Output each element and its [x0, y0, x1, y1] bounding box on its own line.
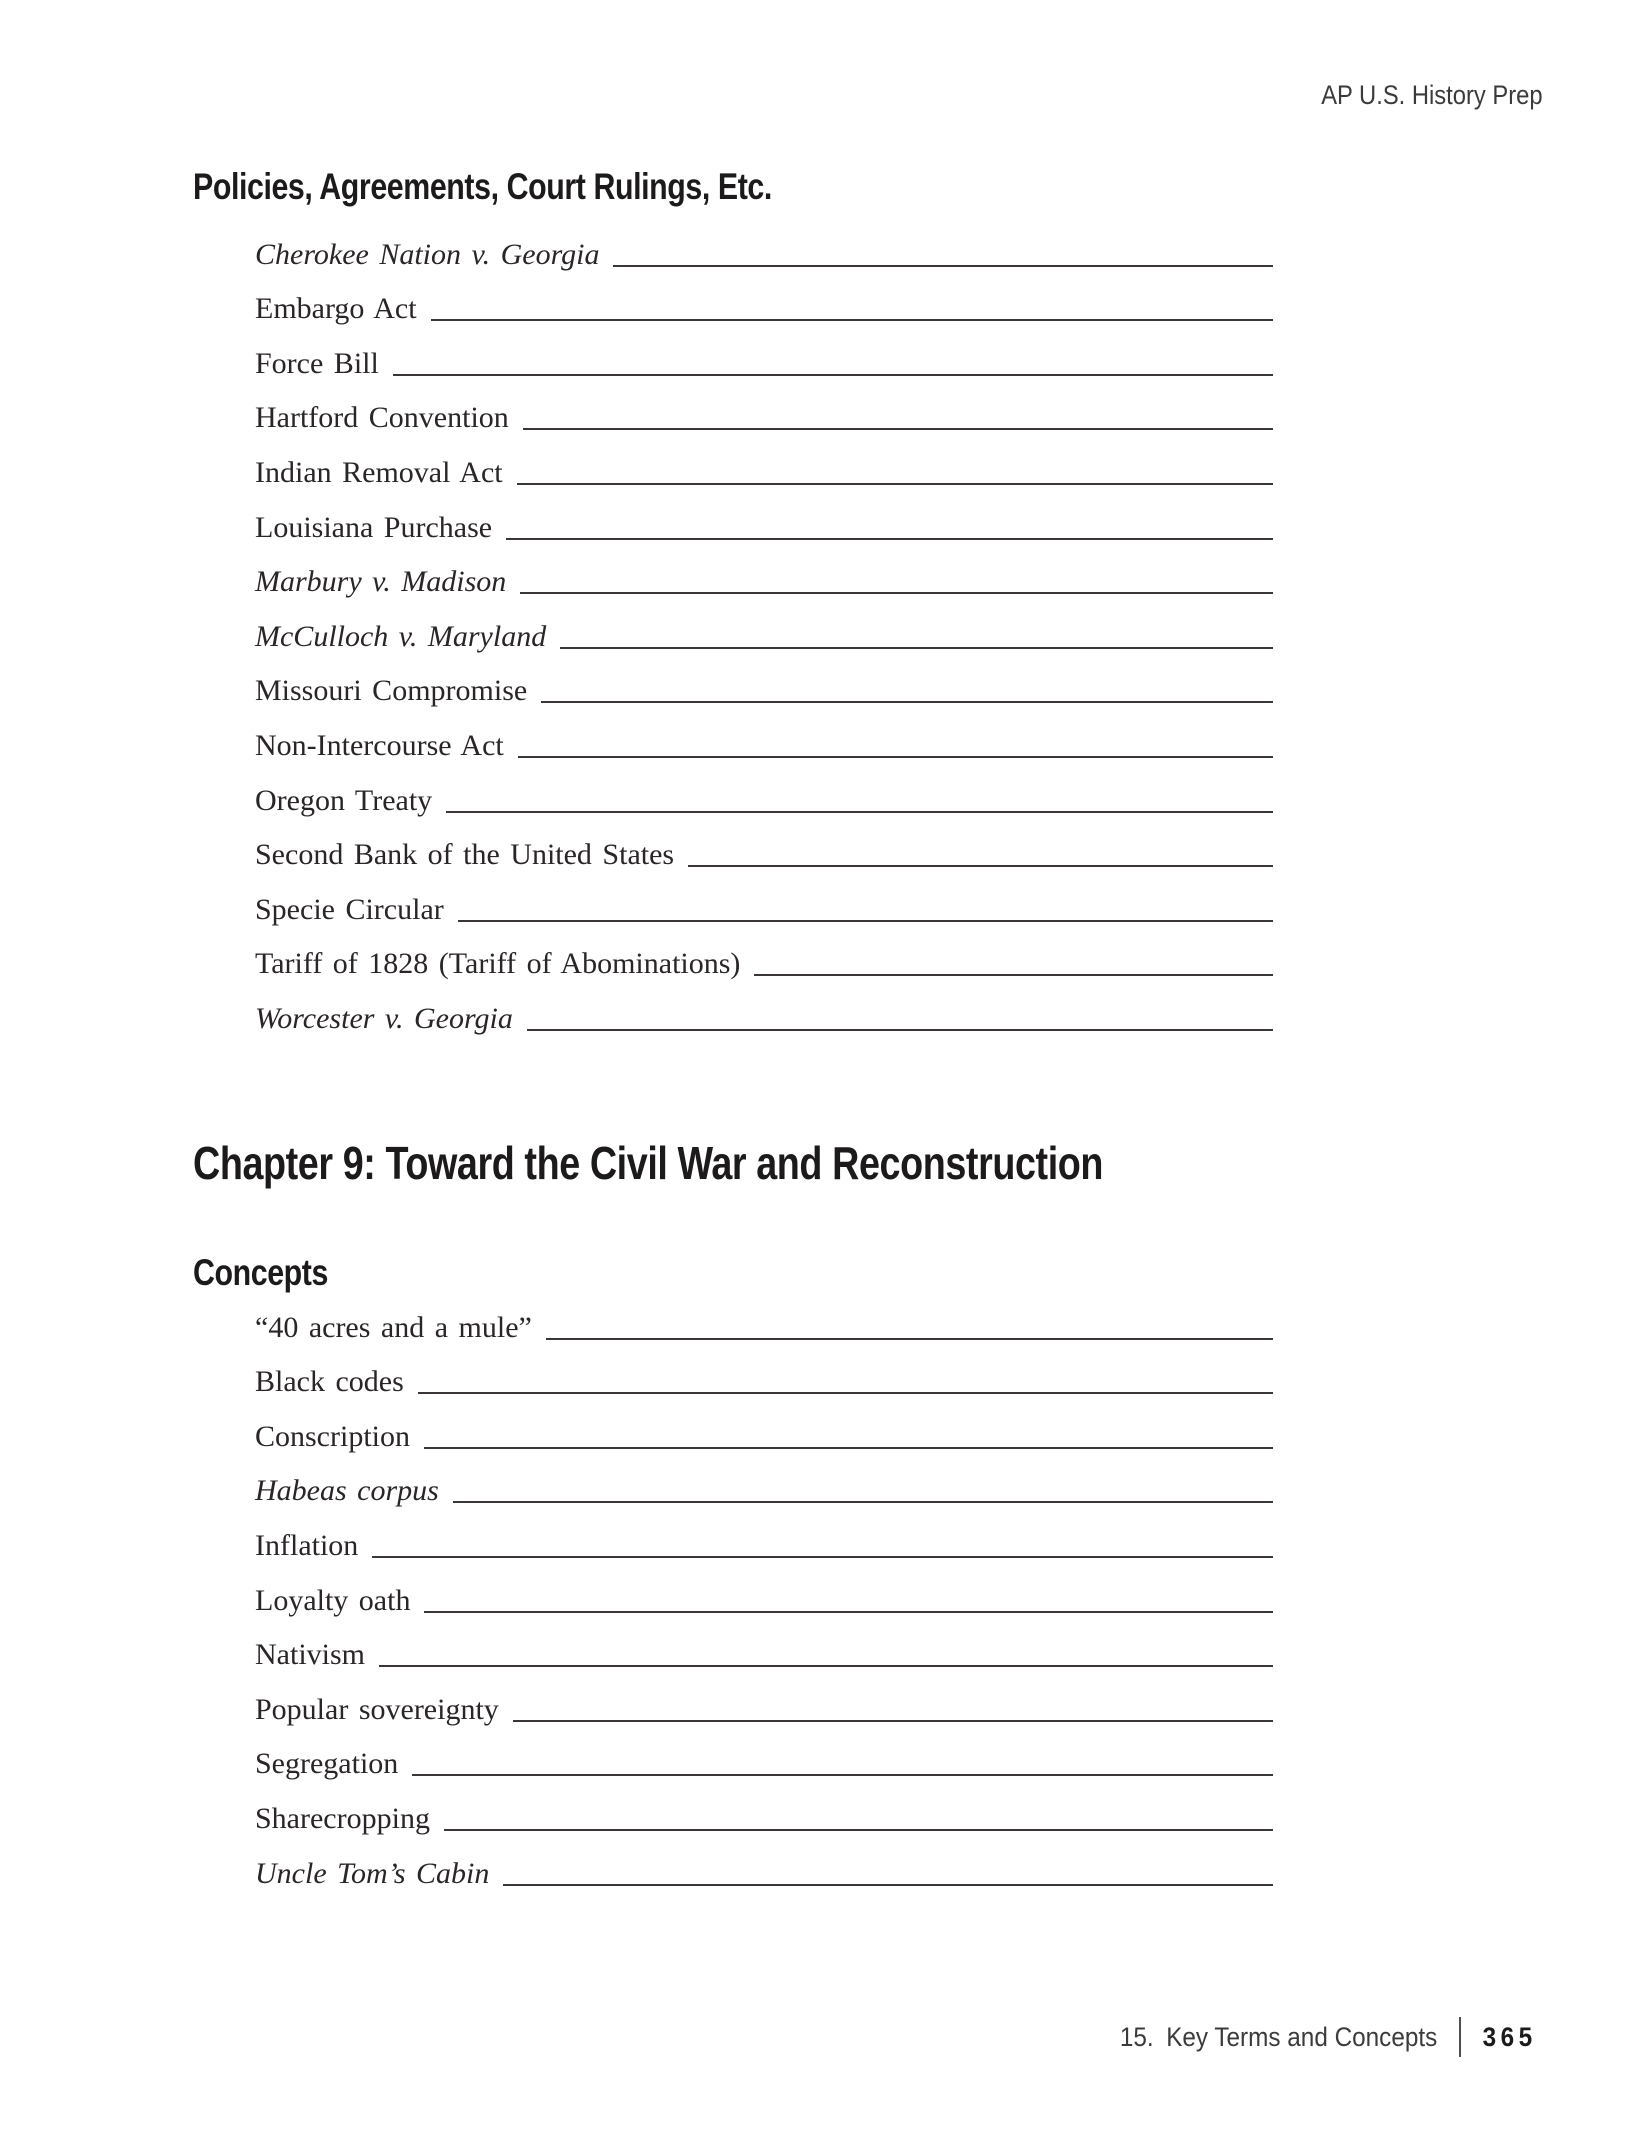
fill-in-blank-line [541, 701, 1273, 703]
section-heading-policies: Policies, Agreements, Court Rulings, Etc. [193, 166, 772, 207]
fill-in-blank-line [560, 647, 1273, 649]
section-heading-concepts: Concepts [193, 1252, 328, 1293]
page-number: 365 [1482, 2021, 1537, 2052]
fill-in-blank-line [613, 265, 1273, 267]
term-row [255, 1616, 1273, 1671]
term-row [255, 925, 1273, 980]
term-row [255, 1452, 1273, 1507]
fill-in-blank-line [503, 1884, 1273, 1886]
term-label: Cherokee Nation v. Georgia [255, 237, 600, 271]
footer-section-title: Key Terms and Concepts [1166, 2021, 1438, 2052]
term-label: Nativism [255, 1638, 365, 1672]
term-row [255, 488, 1273, 543]
term-label: Specie Circular [255, 892, 444, 926]
fill-in-blank-line [453, 1501, 1273, 1503]
term-label: Inflation [255, 1528, 359, 1562]
term-label: Tariff of 1828 (Tariff of Abominations) [255, 947, 741, 981]
term-row [255, 816, 1273, 871]
fill-in-blank-line [527, 1029, 1273, 1031]
fill-in-blank-line [424, 1611, 1273, 1613]
term-row [255, 652, 1273, 707]
term-row [255, 379, 1273, 434]
term-row [255, 1288, 1273, 1343]
term-label: Hartford Convention [255, 401, 509, 435]
fill-in-blank-line [393, 374, 1273, 376]
term-row [255, 215, 1273, 270]
fill-in-blank-line [688, 865, 1273, 867]
fill-in-blank-line [520, 592, 1273, 594]
term-label: Force Bill [255, 346, 379, 380]
term-row [255, 597, 1273, 652]
term-row [255, 543, 1273, 598]
term-label: Segregation [255, 1747, 399, 1781]
term-label: “40 acres and a mule” [255, 1310, 532, 1344]
term-row [255, 1343, 1273, 1398]
term-label: Marbury v. Madison [255, 565, 507, 599]
fill-in-blank-line [424, 1447, 1273, 1449]
term-label: Louisiana Purchase [255, 510, 493, 544]
term-row [255, 1506, 1273, 1561]
term-row [255, 1561, 1273, 1616]
term-row [255, 324, 1273, 379]
footer-divider [1459, 2017, 1461, 2057]
term-row [255, 1779, 1273, 1834]
term-row [255, 761, 1273, 816]
fill-in-blank-line [523, 428, 1273, 430]
fill-in-blank-line [458, 920, 1273, 922]
term-label: Second Bank of the United States [255, 838, 675, 872]
term-row [255, 270, 1273, 325]
term-label: Black codes [255, 1365, 404, 1399]
term-label: Sharecropping [255, 1801, 430, 1835]
fill-in-blank-line [546, 1338, 1273, 1340]
term-row [255, 1397, 1273, 1452]
page-footer [1119, 2017, 1537, 2057]
fill-in-blank-line [379, 1665, 1273, 1667]
term-label: Uncle Tom’s Cabin [255, 1856, 490, 1890]
fill-in-blank-line [754, 974, 1273, 976]
fill-in-blank-line [444, 1829, 1273, 1831]
term-label: Indian Removal Act [255, 455, 503, 489]
term-label: Conscription [255, 1419, 410, 1453]
term-row [255, 1670, 1273, 1725]
term-label: Embargo Act [255, 292, 417, 326]
fill-in-blank-line [372, 1556, 1273, 1558]
term-label: McCulloch v. Maryland [255, 619, 547, 653]
term-label: Non-Intercourse Act [255, 728, 504, 762]
term-list-concepts [255, 1288, 1273, 1889]
term-row [255, 706, 1273, 761]
term-row [255, 1834, 1273, 1889]
running-header: AP U.S. History Prep [1321, 80, 1543, 110]
term-row [255, 433, 1273, 488]
fill-in-blank-line [446, 811, 1273, 813]
term-label: Loyalty oath [255, 1583, 411, 1617]
term-row [255, 1725, 1273, 1780]
fill-in-blank-line [506, 538, 1273, 540]
term-row [255, 870, 1273, 925]
fill-in-blank-line [513, 1720, 1273, 1722]
term-label: Habeas corpus [255, 1474, 439, 1508]
term-row [255, 979, 1273, 1034]
fill-in-blank-line [412, 1774, 1273, 1776]
term-list-policies [255, 215, 1273, 1034]
term-label: Worcester v. Georgia [255, 1001, 513, 1035]
footer-section-number: 15. [1119, 2021, 1154, 2052]
fill-in-blank-line [517, 483, 1273, 485]
fill-in-blank-line [418, 1392, 1273, 1394]
term-label: Popular sovereignty [255, 1692, 499, 1726]
fill-in-blank-line [431, 319, 1273, 321]
term-label: Oregon Treaty [255, 783, 433, 817]
fill-in-blank-line [518, 756, 1273, 758]
term-label: Missouri Compromise [255, 674, 528, 708]
chapter-heading: Chapter 9: Toward the Civil War and Reconstruction [193, 1137, 1104, 1189]
